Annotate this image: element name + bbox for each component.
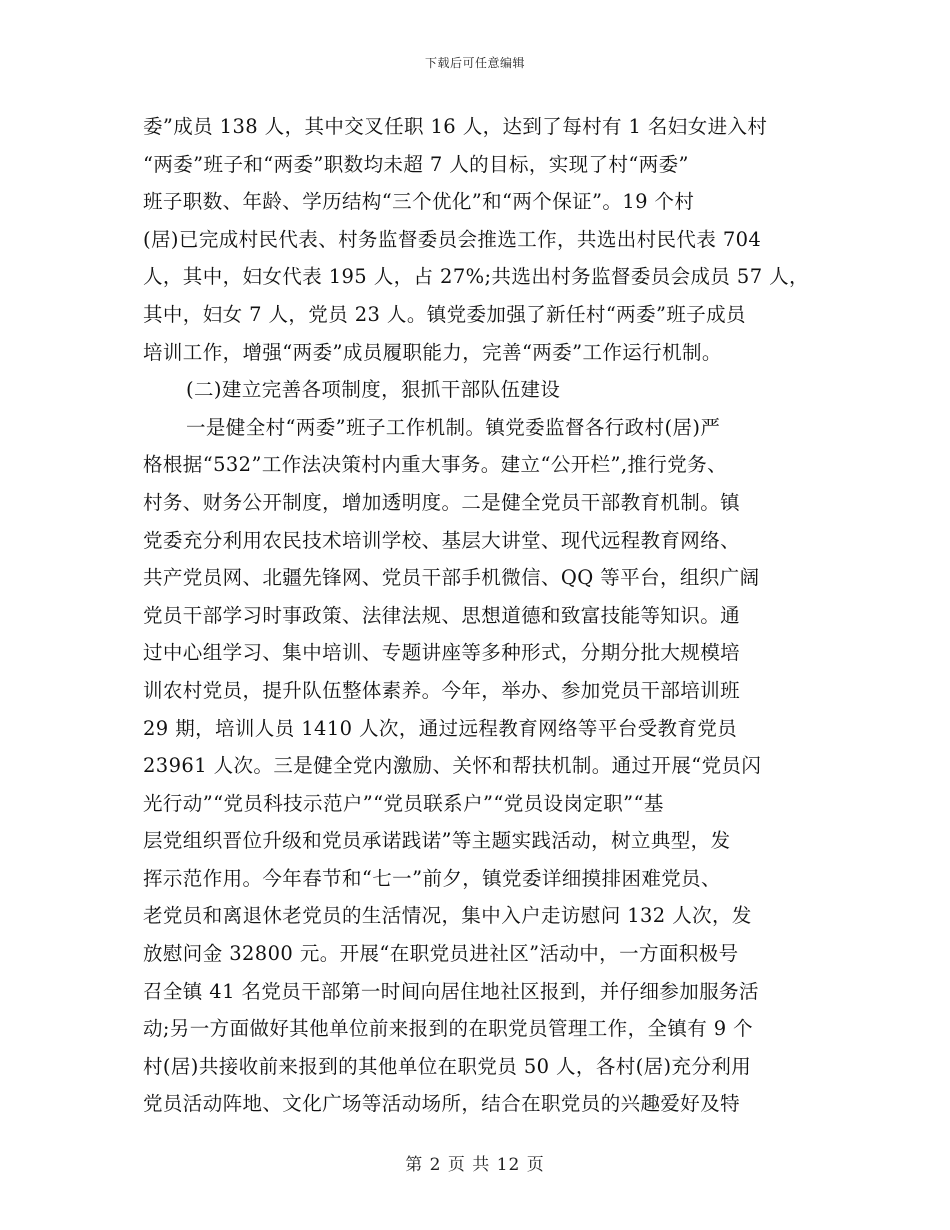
section-heading: (二)建立完善各项制度，狠抓干部队伍建设 xyxy=(186,378,561,402)
text-line: 动;另一方面做好其他单位前来报到的在职党员管理工作，全镇有 9 个 xyxy=(143,1017,754,1041)
text-line: 党员干部学习时事政策、法律法规、思想道德和致富技能等知识。通 xyxy=(143,603,741,627)
text-line: 委”成员 138 人，其中交叉任职 16 人，达到了每村有 1 名妇女进入村 xyxy=(143,115,768,138)
text-line: 放慰问金 32800 元。开展“在职党员进社区”活动中，一方面积极号 xyxy=(143,942,739,966)
text-line: 召全镇 41 名党员干部第一时间向居住地社区报到，并仔细参加服务活 xyxy=(143,979,759,1003)
text-line: 村务、财务公开制度，增加透明度。二是健全党员干部教育机制。镇 xyxy=(143,490,741,514)
text-line: 光行动”“党员科技示范户”“党员联系户”“党员设岗定职”“基 xyxy=(143,791,664,815)
text-line: 培训工作，增强“两委”成员履职能力，完善“两委”工作运行机制。 xyxy=(143,340,722,364)
text-line: 一是健全村“两委”班子工作机制。镇党委监督各行政村(居)严 xyxy=(186,415,721,439)
text-line: 班子职数、年龄、学历结构“三个优化”和“两个保证”。19 个村 xyxy=(143,190,695,214)
text-line: 共产党员网、北疆先锋网、党员干部手机微信、QQ 等平台，组织广阔 xyxy=(143,566,760,590)
text-line: 其中，妇女 7 人，党员 23 人。镇党委加强了新任村“两委”班子成员 xyxy=(143,302,746,326)
text-line: 党委充分利用农民技术培训学校、基层大讲堂、现代远程教育网络、 xyxy=(143,528,741,552)
text-line: 挥示范作用。今年春节和“七一”前夕，镇党委详细摸排困难党员、 xyxy=(143,866,721,890)
text-line: 老党员和离退休老党员的生活情况，集中入户走访慰问 132 人次，发 xyxy=(143,904,752,928)
page-header: 下载后可任意编辑 xyxy=(424,56,525,70)
text-line: 层党组织晋位升级和党员承诺践诺”等主题实践活动，树立典型，发 xyxy=(143,829,731,853)
text-line: 党员活动阵地、文化广场等活动场所，结合在职党员的兴趣爱好及特 xyxy=(143,1092,741,1116)
text-line: 训农村党员，提升队伍整体素养。今年，举办、参加党员干部培训班 xyxy=(143,678,741,702)
text-line: 人，其中，妇女代表 195 人，占 27%;共选出村务监督委员会成员 57 人， xyxy=(143,265,809,289)
text-line: 村(居)共接收前来报到的其他单位在职党员 50 人，各村(居)充分利用 xyxy=(143,1054,752,1078)
text-line: “两委”班子和“两委”职数均未超 7 人的目标，实现了村“两委” xyxy=(143,152,689,176)
document-body xyxy=(143,108,823,1123)
text-line: 过中心组学习、集中培训、专题讲座等多种形式，分期分批大规模培 xyxy=(143,641,741,665)
page-number: 第 2 页 共 12 页 xyxy=(405,1155,545,1175)
text-line: 格根据“532”工作法决策村内重大事务。建立“公开栏”,推行党务、 xyxy=(143,453,727,477)
text-line: 23961 人次。三是健全党内激励、关怀和帮扶机制。通过开展“党员闪 xyxy=(143,754,762,778)
text-line: 29 期，培训人员 1410 人次，通过远程教育网络等平台受教育党员 xyxy=(143,716,738,740)
text-line: (居)已完成村民代表、村务监督委员会推选工作，共选出村民代表 704 xyxy=(143,227,762,251)
